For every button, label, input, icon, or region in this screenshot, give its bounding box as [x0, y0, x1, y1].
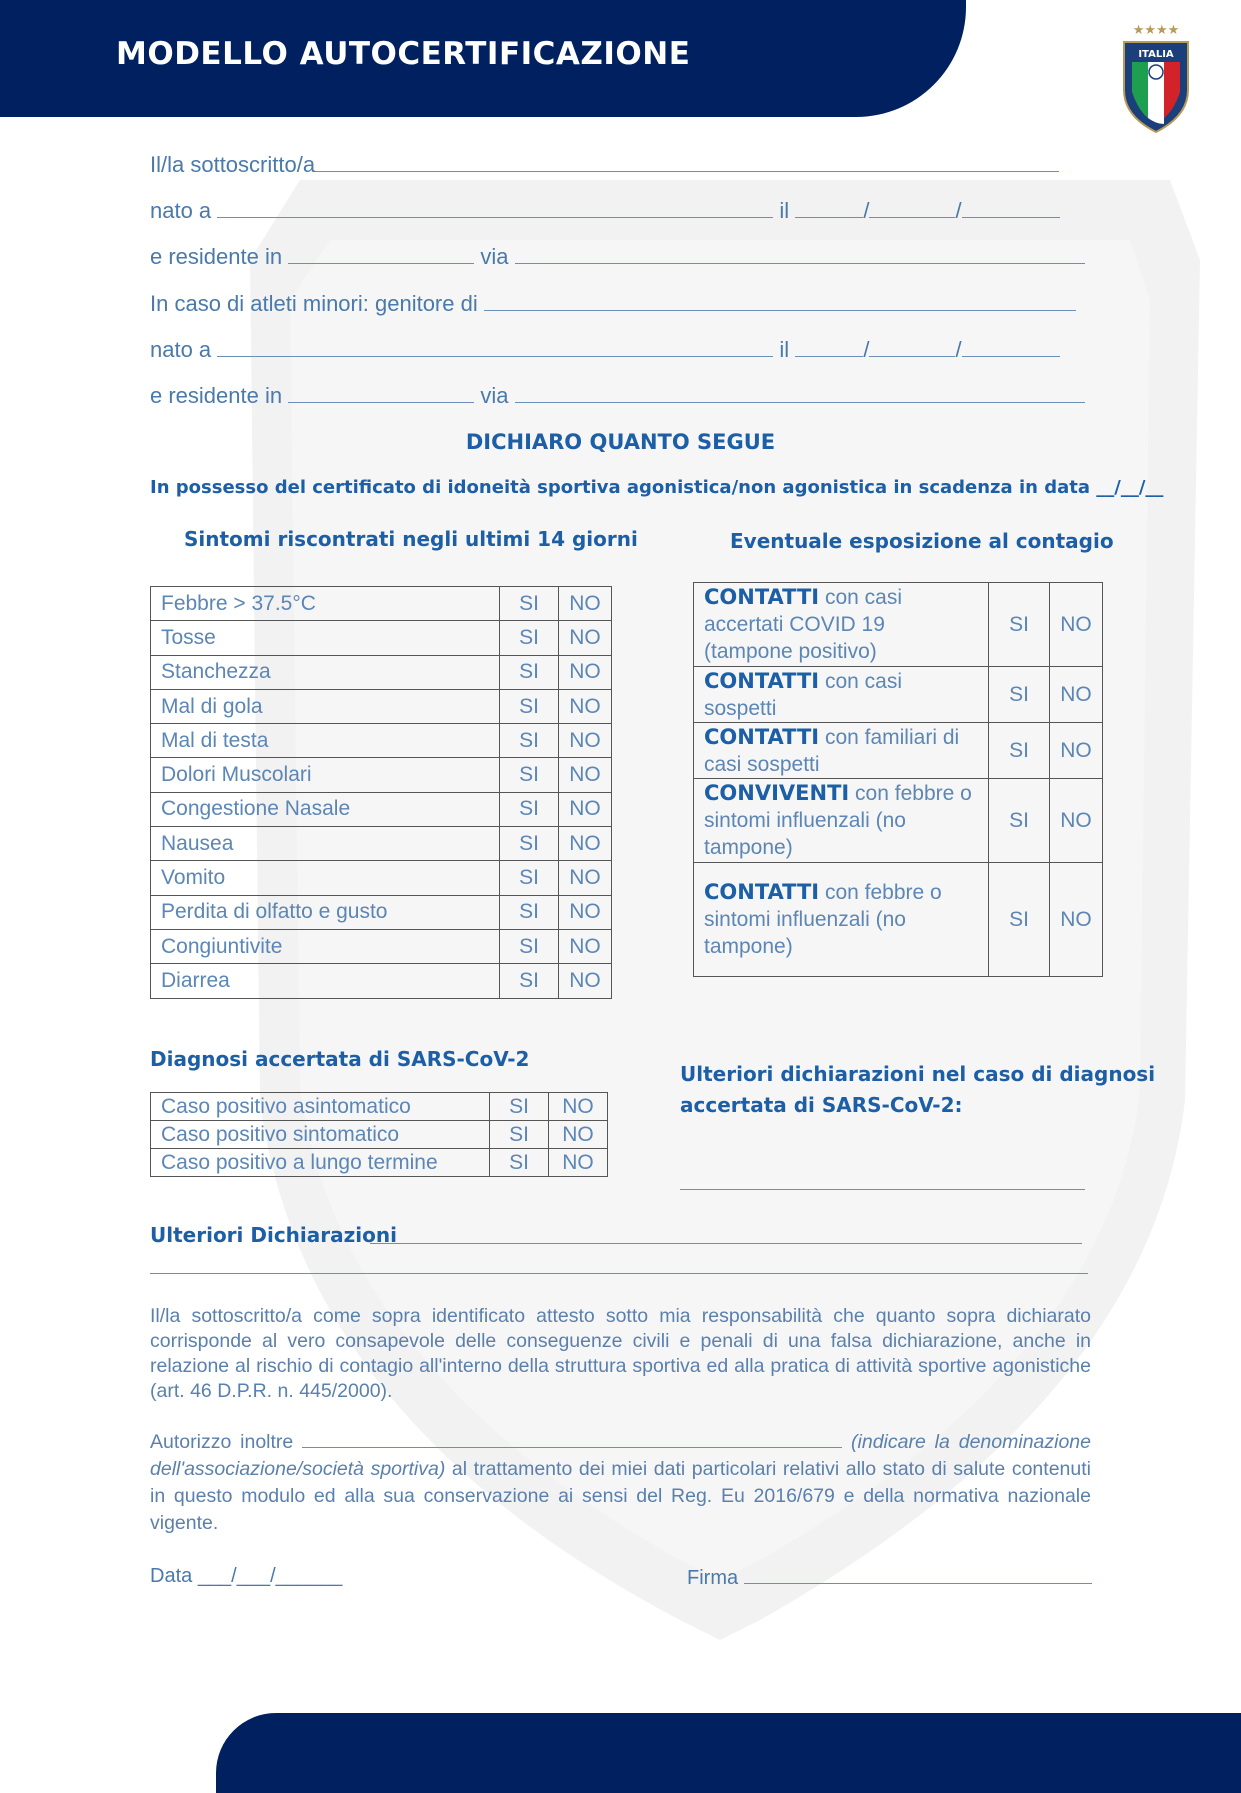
table-row: [151, 621, 612, 655]
symptom-si-option[interactable]: SI: [500, 689, 559, 723]
exposure-label: [694, 779, 989, 863]
exposure-no-option[interactable]: NO: [1050, 583, 1103, 667]
symptoms-table: [150, 586, 612, 999]
diagnosis-si-option[interactable]: SI: [490, 1093, 549, 1121]
date-line: [150, 1565, 342, 1588]
symptom-label: Congiuntivite: [151, 929, 500, 963]
symptom-no-option[interactable]: NO: [559, 587, 612, 621]
il-label: il: [779, 337, 790, 362]
exposure-no-option[interactable]: NO: [1050, 723, 1103, 779]
birth-day-field-2[interactable]: [795, 338, 863, 357]
authorization-italic: (indicare la denominazione dell'associazione/società sportiva): [150, 1431, 1091, 1480]
svg-text:★★★★: ★★★★: [1132, 23, 1180, 38]
symptom-label: Febbre > 37.5°C: [151, 587, 500, 621]
symptoms-title: Sintomi riscontrati negli ultimi 14 giorni: [184, 527, 638, 551]
il-label: il: [779, 198, 790, 223]
nato-field-2[interactable]: [217, 338, 773, 357]
signature-line: [687, 1565, 1092, 1590]
sottoscritto-line: [150, 152, 1059, 178]
symptom-no-option[interactable]: NO: [559, 895, 612, 929]
exposure-si-option[interactable]: SI: [989, 723, 1050, 779]
svg-text:ITALIA: ITALIA: [1138, 49, 1174, 60]
symptom-no-option[interactable]: NO: [559, 621, 612, 655]
symptom-si-option[interactable]: SI: [500, 724, 559, 758]
birth-day-field[interactable]: [795, 199, 863, 218]
symptom-label: Mal di gola: [151, 689, 500, 723]
exposure-label-rest: con febbre o sintomi influenzali (no tampone): [704, 881, 942, 958]
attestation-text: Il/la sottoscritto/a come sopra identificato attesto sotto mia responsabilità che quanto sopra dichiarato corrisponde al vero consapevole delle conseguenze civili e penali di una falsa dichiarazione, anche in relazione al rischio di contagio all'interno della struttura sportiva ed alla pratica di attività sportive agonistiche (art. 46 D.P.R. n. 445/2000).: [150, 1305, 1091, 1402]
further-diagnosis-title-line2: accertata di SARS-CoV-2:: [680, 1093, 963, 1117]
residente-field[interactable]: [288, 245, 474, 264]
symptom-si-option[interactable]: SI: [500, 792, 559, 826]
table-row: [151, 1093, 608, 1121]
exposure-label: [694, 583, 989, 667]
diagnosis-label: Caso positivo sintomatico: [151, 1121, 490, 1149]
nato-line: nato a il / /: [150, 198, 1060, 224]
residente-line: [150, 244, 1085, 270]
italia-crest-logo: [1118, 20, 1194, 135]
symptom-si-option[interactable]: SI: [500, 621, 559, 655]
symptom-si-option[interactable]: SI: [500, 655, 559, 689]
residente-label: e residente in: [150, 383, 283, 408]
further-title: Ulteriori Dichiarazioni: [150, 1223, 397, 1247]
exposure-label: [694, 863, 989, 977]
exposure-si-option[interactable]: SI: [989, 583, 1050, 667]
footer-banner: [216, 1713, 1241, 1793]
residente-field-2[interactable]: [288, 384, 474, 403]
table-row: [151, 1121, 608, 1149]
exposure-label: [694, 723, 989, 779]
birth-month-field-2[interactable]: [869, 338, 955, 357]
table-row: [151, 861, 612, 895]
symptom-label: Vomito: [151, 861, 500, 895]
table-row: [151, 758, 612, 792]
table-row: [694, 667, 1103, 723]
via-field[interactable]: [515, 245, 1085, 264]
further-diagnosis-field[interactable]: [680, 1171, 1085, 1190]
symptom-si-option[interactable]: SI: [500, 758, 559, 792]
via-field-2[interactable]: [515, 384, 1085, 403]
exposure-label-bold: CONTATTI: [704, 724, 820, 749]
diagnosis-si-option[interactable]: SI: [490, 1149, 549, 1177]
via-label: via: [480, 244, 509, 269]
diagnosis-title: Diagnosi accertata di SARS-CoV-2: [150, 1047, 530, 1071]
genitore-field[interactable]: [484, 292, 1076, 311]
symptom-no-option[interactable]: NO: [559, 689, 612, 723]
symptom-si-option[interactable]: SI: [500, 861, 559, 895]
further-diagnosis-title-line1: Ulteriori dichiarazioni nel caso di diagnosi: [680, 1062, 1156, 1086]
exposure-label-bold: CONVIVENTI: [704, 781, 850, 805]
exposure-no-option[interactable]: NO: [1050, 863, 1103, 977]
sottoscritto-label: Il/la sottoscritto/a: [150, 152, 316, 177]
symptom-si-option[interactable]: SI: [500, 895, 559, 929]
via-label: via: [480, 383, 509, 408]
symptom-label: Stanchezza: [151, 655, 500, 689]
table-row: [151, 689, 612, 723]
nato-label: nato a: [150, 198, 212, 223]
exposure-no-option[interactable]: NO: [1050, 779, 1103, 863]
table-row: [694, 779, 1103, 863]
further-field-1[interactable]: [370, 1225, 1082, 1244]
diagnosis-no-option[interactable]: NO: [549, 1121, 608, 1149]
residente-label: e residente in: [150, 244, 283, 269]
nato-field[interactable]: [217, 199, 773, 218]
exposure-si-option[interactable]: SI: [989, 779, 1050, 863]
signature-field[interactable]: [744, 1565, 1092, 1584]
date-field[interactable]: ___/___/______: [197, 1565, 343, 1587]
symptom-label: Dolori Muscolari: [151, 758, 500, 792]
symptom-no-option[interactable]: NO: [559, 792, 612, 826]
table-row: [151, 724, 612, 758]
symptom-no-option[interactable]: NO: [559, 827, 612, 861]
authorization-rest: al trattamento dei miei dati particolari relativi allo stato di salute contenuti in questo modulo ed alla sua conservazione ai sensi del Reg. Eu 2016/679 e della normativa nazionale vigente.: [150, 1458, 1091, 1534]
symptom-no-option[interactable]: NO: [559, 861, 612, 895]
table-row: [694, 863, 1103, 977]
symptom-label: Nausea: [151, 827, 500, 861]
table-row: [694, 583, 1103, 667]
symptom-label: Tosse: [151, 621, 500, 655]
symptom-no-option[interactable]: NO: [559, 929, 612, 963]
genitore-line: [150, 291, 1076, 317]
nato-line-2: nato a il / /: [150, 337, 1060, 363]
table-row: [151, 587, 612, 621]
exposure-title: Eventuale esposizione al contagio: [730, 529, 1114, 553]
symptom-no-option[interactable]: NO: [559, 964, 612, 998]
exposure-label-rest: con familiari di casi sospetti: [704, 725, 960, 776]
exposure-label-bold: CONTATTI: [704, 880, 820, 904]
symptom-label: Diarrea: [151, 964, 500, 998]
header-banner: [0, 0, 966, 117]
symptom-no-option[interactable]: NO: [559, 655, 612, 689]
residente-line-2: [150, 383, 1085, 409]
exposure-no-option[interactable]: NO: [1050, 667, 1103, 723]
diagnosis-table: [150, 1092, 608, 1177]
table-row: [694, 723, 1103, 779]
exposure-label-rest: con casi accertati COVID 19 (tampone positivo): [704, 586, 902, 663]
symptom-si-option[interactable]: SI: [500, 929, 559, 963]
symptom-si-option[interactable]: SI: [500, 827, 559, 861]
signature-label: Firma: [687, 1567, 739, 1589]
table-row: [151, 827, 612, 861]
exposure-label-bold: CONTATTI: [704, 668, 820, 693]
authorization-text: [150, 1429, 1091, 1537]
exposure-si-option[interactable]: SI: [989, 667, 1050, 723]
birth-year-field-2[interactable]: [962, 338, 1060, 357]
exposure-table: [693, 582, 1103, 977]
diagnosis-label: Caso positivo asintomatico: [151, 1093, 490, 1121]
further-diagnosis-title: [680, 1059, 1155, 1121]
symptom-si-option[interactable]: SI: [500, 964, 559, 998]
nato-label: nato a: [150, 337, 212, 362]
birth-year-field[interactable]: [962, 199, 1060, 218]
symptom-si-option[interactable]: SI: [500, 587, 559, 621]
symptom-label: Perdita di olfatto e gusto: [151, 895, 500, 929]
diagnosis-si-option[interactable]: SI: [490, 1121, 549, 1149]
table-row: [151, 1149, 608, 1177]
diagnosis-label: Caso positivo a lungo termine: [151, 1149, 490, 1177]
exposure-label: [694, 667, 989, 723]
symptom-no-option[interactable]: NO: [559, 724, 612, 758]
symptom-label: Congestione Nasale: [151, 792, 500, 826]
genitore-label: In caso di atleti minori: genitore di: [150, 291, 478, 316]
exposure-si-option[interactable]: SI: [989, 863, 1050, 977]
authorization-start: Autorizzo inoltre: [150, 1431, 294, 1453]
page-title: MODELLO AUTOCERTIFICAZIONE: [116, 36, 691, 72]
exposure-label-rest: con febbre o sintomi influenzali (no tampone): [704, 782, 972, 859]
exposure-label-rest: con casi sospetti: [704, 669, 902, 720]
sottoscritto-field[interactable]: [315, 153, 1059, 172]
symptom-label: Mal di testa: [151, 724, 500, 758]
declaration-title: DICHIARO QUANTO SEGUE: [465, 430, 776, 454]
certificate-line: In possesso del certificato di idoneità sportiva agonistica/non agonistica in scadenza in data __/__/__: [150, 477, 1164, 498]
diagnosis-no-option[interactable]: NO: [549, 1093, 608, 1121]
table-row: [151, 792, 612, 826]
table-row: [151, 895, 612, 929]
table-row: [151, 964, 612, 998]
table-row: [151, 929, 612, 963]
exposure-label-bold: CONTATTI: [704, 585, 820, 609]
further-field-2[interactable]: [150, 1255, 1088, 1274]
symptom-no-option[interactable]: NO: [559, 758, 612, 792]
date-label: Data: [150, 1565, 193, 1587]
association-field[interactable]: [302, 1429, 842, 1448]
diagnosis-no-option[interactable]: NO: [549, 1149, 608, 1177]
table-row: [151, 655, 612, 689]
birth-month-field[interactable]: [869, 199, 955, 218]
